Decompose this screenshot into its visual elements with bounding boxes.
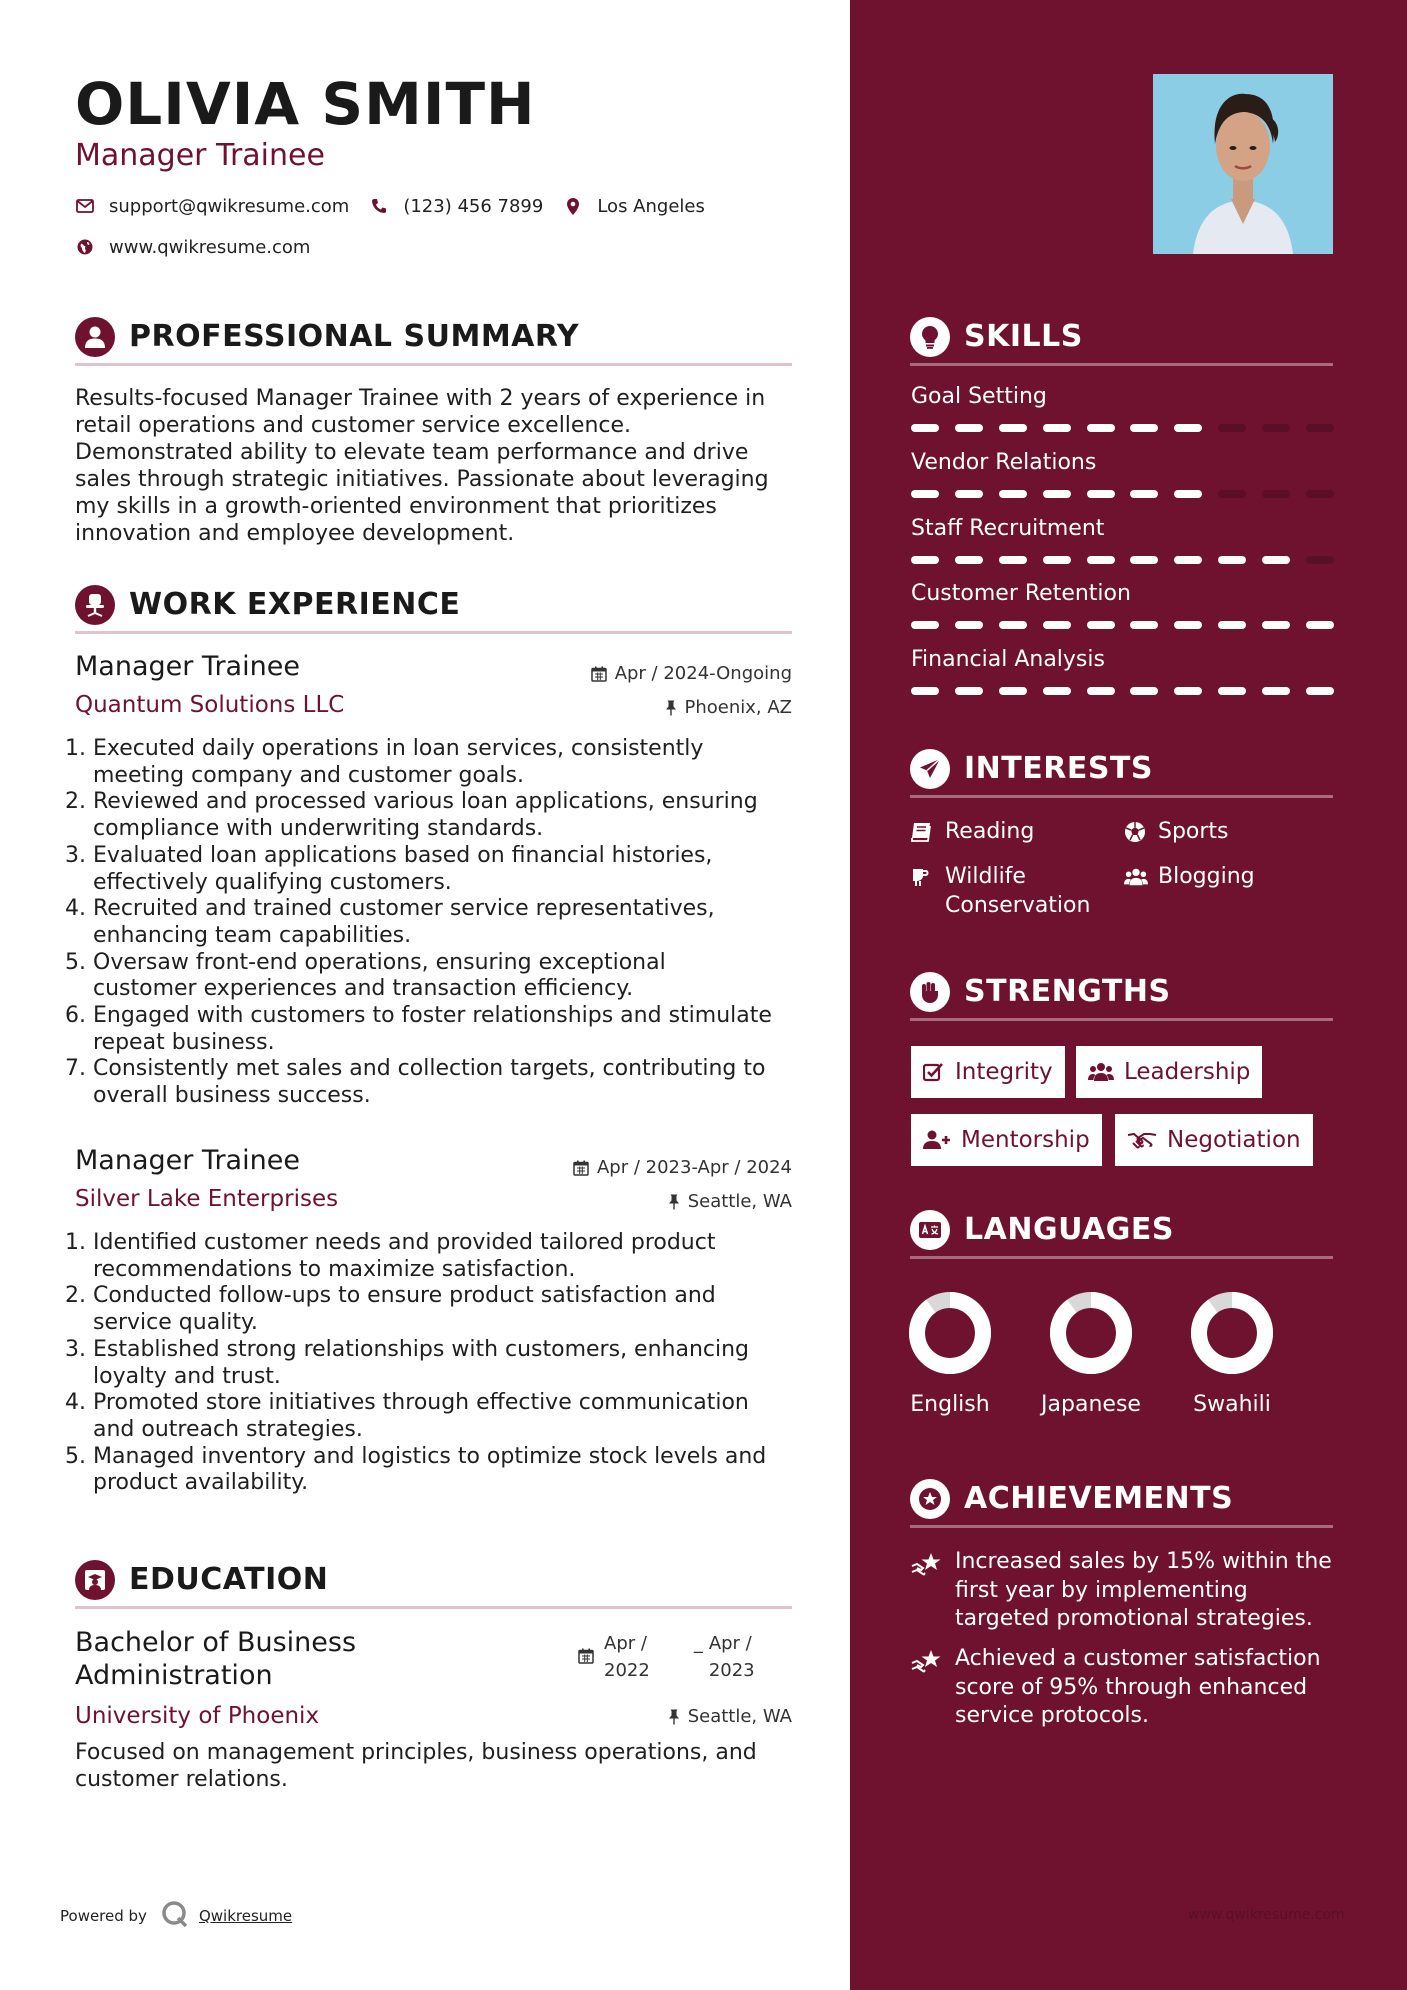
skill-segment-filled bbox=[955, 687, 983, 695]
skill-segment-filled bbox=[1043, 490, 1071, 498]
skill-segment-filled bbox=[1087, 621, 1115, 629]
education-date bbox=[578, 1630, 755, 1684]
contact-email[interactable]: support@qwikresume.com bbox=[109, 195, 350, 217]
summary-title: PROFESSIONAL SUMMARY bbox=[129, 319, 580, 354]
language-icon bbox=[910, 1210, 950, 1250]
skill-segment-filled bbox=[955, 424, 983, 432]
interest-sports: Sports bbox=[1124, 817, 1229, 846]
skill-segment-filled bbox=[955, 490, 983, 498]
skill-segment-filled bbox=[1130, 424, 1158, 432]
skill-segment-filled bbox=[999, 687, 1027, 695]
summary-line: Demonstrated ability to elevate team performance and drive bbox=[75, 440, 749, 465]
degree-line: Administration bbox=[75, 1660, 273, 1691]
education-title: EDUCATION bbox=[129, 1562, 329, 1597]
handshake-icon bbox=[1127, 1130, 1157, 1150]
pushpin-icon bbox=[668, 1709, 680, 1725]
education-date-sep: _ bbox=[693, 1633, 703, 1654]
skill-segment-filled bbox=[911, 556, 939, 564]
contact-website[interactable]: www.qwikresume.com bbox=[109, 236, 311, 258]
skill-segment-filled bbox=[1043, 687, 1071, 695]
job-1-company: Quantum Solutions LLC bbox=[75, 692, 345, 718]
skill-name: Financial Analysis bbox=[911, 647, 1105, 672]
powered-by-footer bbox=[60, 1900, 292, 1932]
experience-heading bbox=[75, 578, 792, 634]
job-2-date-text: Apr / 2023-Apr / 2024 bbox=[596, 1157, 792, 1178]
strength-integrity: Integrity bbox=[911, 1046, 1065, 1098]
strength-mentorship: Mentorship bbox=[911, 1114, 1102, 1166]
user-icon bbox=[75, 317, 115, 357]
education-location: Seattle, WA bbox=[668, 1706, 792, 1727]
skill-segment-filled bbox=[1174, 621, 1202, 629]
list-item: 1. Identified customer needs and provided tailored product recommendations to maximize satisfaction. bbox=[65, 1230, 716, 1282]
contact-phone[interactable]: (123) 456 7899 bbox=[403, 195, 544, 217]
skill-segment-empty bbox=[1218, 424, 1246, 432]
users-icon bbox=[1088, 1062, 1114, 1082]
skill-segment-filled bbox=[911, 687, 939, 695]
office-chair-icon bbox=[75, 585, 115, 625]
achievement-item: Achieved a customer satisfaction score of 95% through enhanced service protocols. bbox=[911, 1645, 1341, 1731]
skills-title: SKILLS bbox=[964, 319, 1083, 354]
pushpin-icon bbox=[665, 700, 677, 716]
star-hand-icon bbox=[911, 1548, 945, 1634]
skill-segment-filled bbox=[911, 424, 939, 432]
summary-line: my skills in a growth-oriented environment that prioritizes bbox=[75, 494, 717, 519]
calendar-icon bbox=[591, 666, 607, 682]
strength-negotiation: Negotiation bbox=[1115, 1114, 1313, 1166]
qwikresume-logo-icon bbox=[161, 1900, 189, 1932]
donut-fill bbox=[1199, 1300, 1265, 1366]
skill-segment-filled bbox=[1174, 556, 1202, 564]
skill-name: Staff Recruitment bbox=[911, 516, 1105, 541]
calendar-icon bbox=[573, 1160, 589, 1176]
paw-icon bbox=[911, 862, 935, 891]
list-item: 2. Reviewed and processed various loan applications, ensuring compliance with underwriting standards. bbox=[65, 789, 758, 842]
skill-level-bar bbox=[911, 621, 1334, 629]
skill-item bbox=[911, 647, 1334, 695]
strengths-heading bbox=[910, 965, 1333, 1021]
languages-heading bbox=[910, 1203, 1333, 1259]
skill-segment-filled bbox=[1174, 490, 1202, 498]
envelope-icon bbox=[75, 196, 95, 216]
soccer-ball-icon bbox=[1124, 817, 1148, 846]
skill-name: Customer Retention bbox=[911, 581, 1131, 606]
job-1-title: Manager Trainee bbox=[75, 651, 300, 682]
skill-segment-empty bbox=[1306, 490, 1334, 498]
skill-segment-filled bbox=[1262, 556, 1290, 564]
skill-level-bar bbox=[911, 490, 1334, 498]
summary-text bbox=[75, 385, 795, 547]
profile-photo bbox=[1153, 74, 1333, 254]
list-item: 5. Managed inventory and logistics to optimize stock levels and product availability. bbox=[65, 1443, 767, 1496]
check-square-icon bbox=[923, 1062, 945, 1082]
job-2-duties bbox=[65, 1230, 795, 1497]
language-donut bbox=[1048, 1290, 1134, 1376]
skill-segment-empty bbox=[1218, 490, 1246, 498]
skill-segment-filled bbox=[1174, 687, 1202, 695]
strengths-title: STRENGTHS bbox=[964, 974, 1171, 1009]
language-name: Swahili bbox=[1193, 1392, 1271, 1417]
skill-segment-filled bbox=[999, 490, 1027, 498]
skill-segment-filled bbox=[1262, 687, 1290, 695]
skill-segment-filled bbox=[911, 621, 939, 629]
interests-title: INTERESTS bbox=[964, 751, 1153, 786]
skills-heading bbox=[910, 310, 1333, 366]
skill-segment-filled bbox=[1262, 621, 1290, 629]
skill-segment-empty bbox=[1306, 556, 1334, 564]
skill-segment-filled bbox=[999, 621, 1027, 629]
powered-by-label: Powered by bbox=[60, 1907, 147, 1925]
list-item: 3. Established strong relationships with customers, enhancing loyalty and trust. bbox=[65, 1336, 750, 1389]
users-icon bbox=[1124, 862, 1148, 891]
skill-segment-filled bbox=[1130, 621, 1158, 629]
calendar-icon bbox=[578, 1648, 594, 1664]
strength-leadership: Leadership bbox=[1076, 1046, 1262, 1098]
fist-icon bbox=[910, 972, 950, 1012]
donut-fill bbox=[1058, 1300, 1124, 1366]
achievement-item: Increased sales by 15% within the first year by implementing targeted promotional strategies. bbox=[911, 1548, 1341, 1634]
education-start: Apr / 2022 bbox=[604, 1633, 650, 1681]
paper-plane-icon bbox=[910, 749, 950, 789]
summary-line: retail operations and customer service excellence. bbox=[75, 413, 632, 438]
star-hand-icon bbox=[911, 1645, 945, 1731]
skill-level-bar bbox=[911, 687, 1334, 695]
skill-segment-filled bbox=[1218, 687, 1246, 695]
language-item bbox=[1172, 1290, 1292, 1417]
language-donut bbox=[907, 1290, 993, 1376]
qwikresume-link[interactable]: Qwikresume bbox=[198, 1907, 293, 1925]
candidate-role: Manager Trainee bbox=[75, 138, 325, 173]
lightbulb-icon bbox=[910, 317, 950, 357]
language-name: English bbox=[910, 1392, 990, 1417]
job-2-title: Manager Trainee bbox=[75, 1145, 300, 1176]
contact-location: Los Angeles bbox=[597, 195, 705, 217]
summary-line: innovation and employee development. bbox=[75, 521, 515, 546]
list-item: 4. Recruited and trained customer service representatives, enhancing team capabilities. bbox=[65, 896, 715, 948]
language-name: Japanese bbox=[1041, 1392, 1141, 1417]
job-1-duties bbox=[65, 736, 795, 1110]
skill-segment-filled bbox=[1218, 621, 1246, 629]
skill-segment-filled bbox=[1087, 490, 1115, 498]
skill-segment-filled bbox=[1043, 621, 1071, 629]
achievements-heading bbox=[910, 1472, 1333, 1528]
degree-title bbox=[75, 1626, 356, 1692]
education-school: University of Phoenix bbox=[75, 1703, 320, 1729]
skill-level-bar bbox=[911, 556, 1334, 564]
job-2-company: Silver Lake Enterprises bbox=[75, 1186, 339, 1212]
interest-blogging: Blogging bbox=[1124, 862, 1255, 891]
education-heading bbox=[75, 1553, 792, 1609]
right-column bbox=[850, 0, 1407, 1990]
skill-name: Vendor Relations bbox=[911, 450, 1097, 475]
skill-segment-filled bbox=[1043, 424, 1071, 432]
language-donut bbox=[1189, 1290, 1275, 1376]
summary-line: sales through strategic initiatives. Passionate about leveraging bbox=[75, 467, 769, 492]
interests-heading bbox=[910, 742, 1333, 798]
languages-title: LANGUAGES bbox=[964, 1212, 1174, 1247]
skill-segment-filled bbox=[1130, 556, 1158, 564]
map-marker-icon bbox=[563, 196, 583, 216]
pushpin-icon bbox=[668, 1194, 680, 1210]
education-description: Focused on management principles, business operations, and customer relations. bbox=[75, 1740, 757, 1792]
job-1-date-text: Apr / 2024-Ongoing bbox=[614, 663, 792, 684]
education-end: Apr / 2023 bbox=[708, 1633, 755, 1681]
skill-segment-filled bbox=[1174, 424, 1202, 432]
star-badge-icon bbox=[910, 1479, 950, 1519]
summary-heading bbox=[75, 310, 792, 366]
skill-segment-filled bbox=[1218, 556, 1246, 564]
book-icon bbox=[911, 817, 935, 846]
skill-segment-filled bbox=[955, 621, 983, 629]
skill-segment-filled bbox=[911, 490, 939, 498]
list-item: 1. Executed daily operations in loan services, consistently meeting company and customer goals. bbox=[65, 736, 704, 788]
summary-line: Results-focused Manager Trainee with 2 years of experience in bbox=[75, 386, 766, 411]
list-item: 2. Conducted follow-ups to ensure product satisfaction and service quality. bbox=[65, 1283, 716, 1336]
globe-icon bbox=[75, 237, 95, 257]
experience-title: WORK EXPERIENCE bbox=[129, 587, 461, 622]
phone-icon bbox=[369, 196, 389, 216]
skill-segment-empty bbox=[1306, 424, 1334, 432]
contact-row-2 bbox=[75, 235, 330, 259]
skill-segment-filled bbox=[1130, 490, 1158, 498]
skill-segment-filled bbox=[1087, 556, 1115, 564]
skill-segment-filled bbox=[1306, 687, 1334, 695]
skill-segment-empty bbox=[1262, 424, 1290, 432]
job-2-location bbox=[668, 1191, 792, 1212]
interest-wildlife-conservation: Wildlife Conservation bbox=[911, 862, 1090, 920]
skill-segment-filled bbox=[1130, 687, 1158, 695]
skill-segment-empty bbox=[1262, 490, 1290, 498]
website-watermark: www.qwikresume.com bbox=[1188, 1907, 1345, 1923]
language-item bbox=[1031, 1290, 1151, 1417]
skill-segment-filled bbox=[955, 556, 983, 564]
candidate-name: OLIVIA SMITH bbox=[75, 70, 536, 138]
job-1-date bbox=[591, 663, 792, 684]
list-item: 4. Promoted store initiatives through effective communication and outreach strategies. bbox=[65, 1390, 749, 1442]
job-2-location-text: Seattle, WA bbox=[687, 1191, 792, 1212]
job-2-date bbox=[573, 1157, 792, 1178]
skill-name: Goal Setting bbox=[911, 384, 1047, 409]
skill-level-bar bbox=[911, 424, 1334, 432]
user-plus-icon bbox=[923, 1130, 951, 1150]
skill-item bbox=[911, 450, 1334, 498]
job-1-location bbox=[665, 697, 793, 718]
skill-segment-filled bbox=[1087, 424, 1115, 432]
list-item: 6. Engaged with customers to foster relationships and stimulate repeat business. bbox=[65, 1003, 772, 1055]
job-1-location-text: Phoenix, AZ bbox=[684, 697, 792, 718]
skill-item bbox=[911, 581, 1334, 629]
achievements-title: ACHIEVEMENTS bbox=[964, 1481, 1234, 1516]
graduate-icon bbox=[75, 1560, 115, 1600]
contact-row-1 bbox=[75, 194, 725, 218]
skill-item bbox=[911, 516, 1334, 564]
skill-segment-filled bbox=[1043, 556, 1071, 564]
degree-line: Bachelor of Business bbox=[75, 1627, 357, 1658]
list-item: 5. Oversaw front-end operations, ensuring exceptional customer experiences and transaction efficiency. bbox=[65, 949, 666, 1002]
skill-segment-filled bbox=[1306, 621, 1334, 629]
donut-fill bbox=[917, 1300, 983, 1366]
list-item: 3. Evaluated loan applications based on financial histories, effectively qualifying customers. bbox=[65, 842, 713, 895]
skill-segment-filled bbox=[999, 556, 1027, 564]
skill-segment-filled bbox=[1087, 687, 1115, 695]
language-item bbox=[890, 1290, 1010, 1417]
skill-segment-filled bbox=[999, 424, 1027, 432]
skill-item bbox=[911, 384, 1334, 432]
interest-reading: Reading bbox=[911, 817, 1034, 846]
list-item: 7. Consistently met sales and collection targets, contributing to overall business success. bbox=[65, 1056, 766, 1109]
